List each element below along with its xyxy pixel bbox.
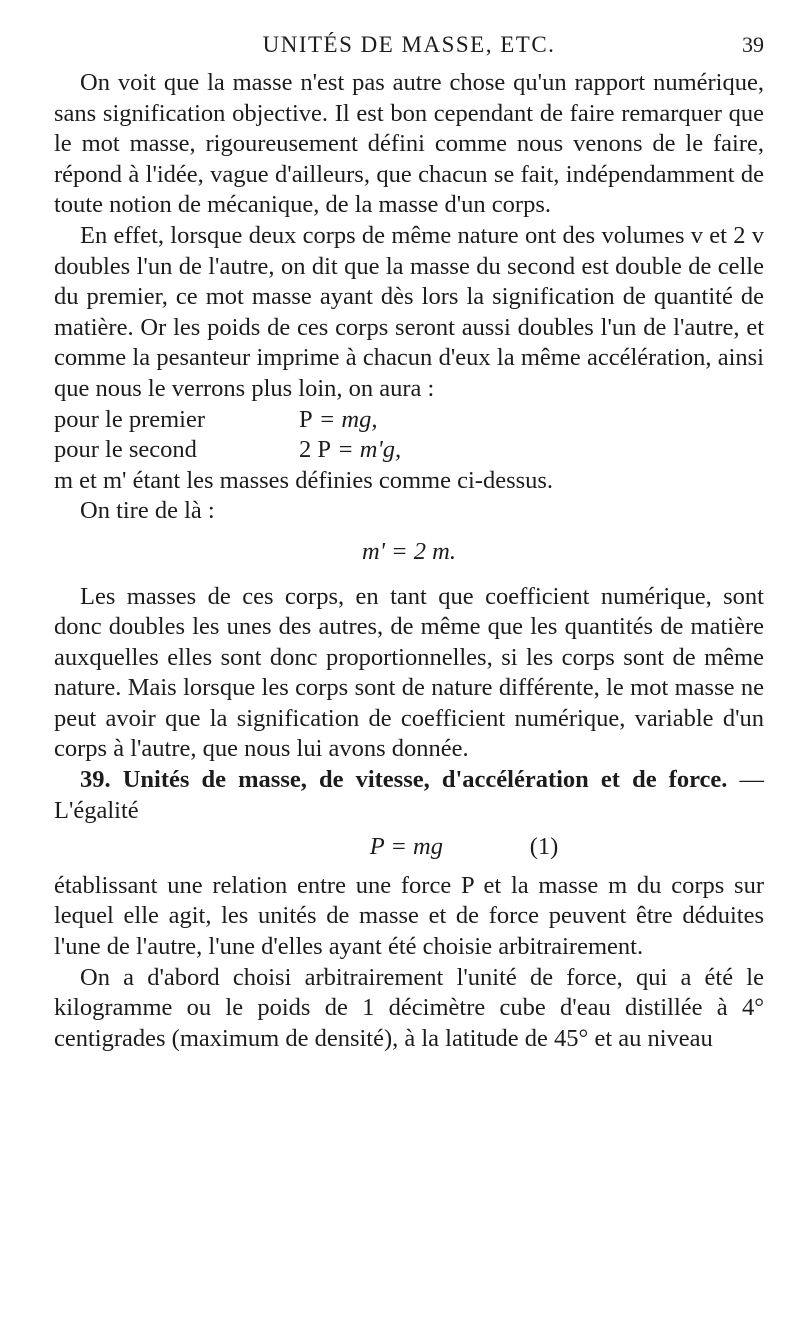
formula-second-lhs: 2 P <box>299 436 332 464</box>
running-head: UNITÉS DE MASSE, ETC. <box>262 32 556 57</box>
formula-first-rhs: = mg, <box>312 405 378 433</box>
paragraph-masses-defined: m et m' étant les masses définies comme ci-dessus. <box>54 466 554 494</box>
page-number: 39 <box>742 32 764 57</box>
paragraph-kilogram: On a d'abord choisi arbitrairement l'unité de force, qui a été le kilogramme ou le poids de 1 décimètre cube d'eau distillée à 4° centigrades (maximum de densité), à la latitude de 45° et au niveau <box>54 963 764 1052</box>
formula-second-label: pour le second <box>54 436 197 464</box>
formula-first-label: pour le premier <box>54 405 206 433</box>
page-header <box>54 30 764 64</box>
paragraph-relation: établissant une relation entre une force P et la masse m du corps sur lequel elle agit, les unités de masse et de force peuvent être déduites l'une de l'autre, l'une d'elles ayant été choisie arbitrairement. <box>54 871 764 961</box>
paragraph-derive: On tire de là : <box>80 497 215 525</box>
formula-second-expr <box>299 435 401 466</box>
equation-1-expr: P = mg <box>369 833 443 861</box>
paragraph-volumes: En effet, lorsque deux corps de même nature ont des volumes v et 2 v doubles l'un de l'autre, on dit que la masse du second est double de celle du premier, ce mot masse ayant dès lors la signification de quantité de matière. Or les poids de ces corps seront aussi doubles l'un de l'autre, et comme la pesanteur imprime à chacun d'eux la même accélération, ainsi que nous le verrons plus loin, on aura : <box>54 221 764 402</box>
formula-derived: m' = 2 m. <box>362 537 456 565</box>
book-page <box>54 30 764 1054</box>
paragraph-mass-ratio: On voit que la masse n'est pas autre chose qu'un rapport numérique, sans signification objective. Il est bon cependant de faire remarquer que le mot masse, rigoureusement défini comme nous venons de le faire, répond à l'idée, vague d'ailleurs, que chacun se fait, indépendamment de toute notion de mécanique, de la masse d'un corps. <box>54 69 764 219</box>
section-heading-title: 39. Unités de masse, de vitesse, d'accélération et de force. <box>80 766 728 794</box>
equation-1-number: (1) <box>529 833 559 861</box>
formula-second-body <box>54 435 764 466</box>
formula-first-expr <box>299 405 378 436</box>
paragraph-coefficient: Les masses de ces corps, en tant que coefficient numérique, sont donc doubles les unes des autres, de même que les quantités de matière auxquelles elles sont donc proportionnelles, si les corps sont de même nature. Mais lorsque les corps sont de nature différente, le mot masse ne peut avoir que la signification de coefficient numérique, variable d'un corps à l'autre, que nous lui avons donnée. <box>54 582 764 763</box>
section-heading-units <box>54 765 764 826</box>
section-heading-rest: — L'égalité <box>54 766 764 824</box>
equation-1 <box>54 832 764 863</box>
formula-second-rhs: = m'g, <box>331 436 402 464</box>
formula-first-body <box>54 405 764 436</box>
formula-first-lhs: P <box>299 405 313 433</box>
